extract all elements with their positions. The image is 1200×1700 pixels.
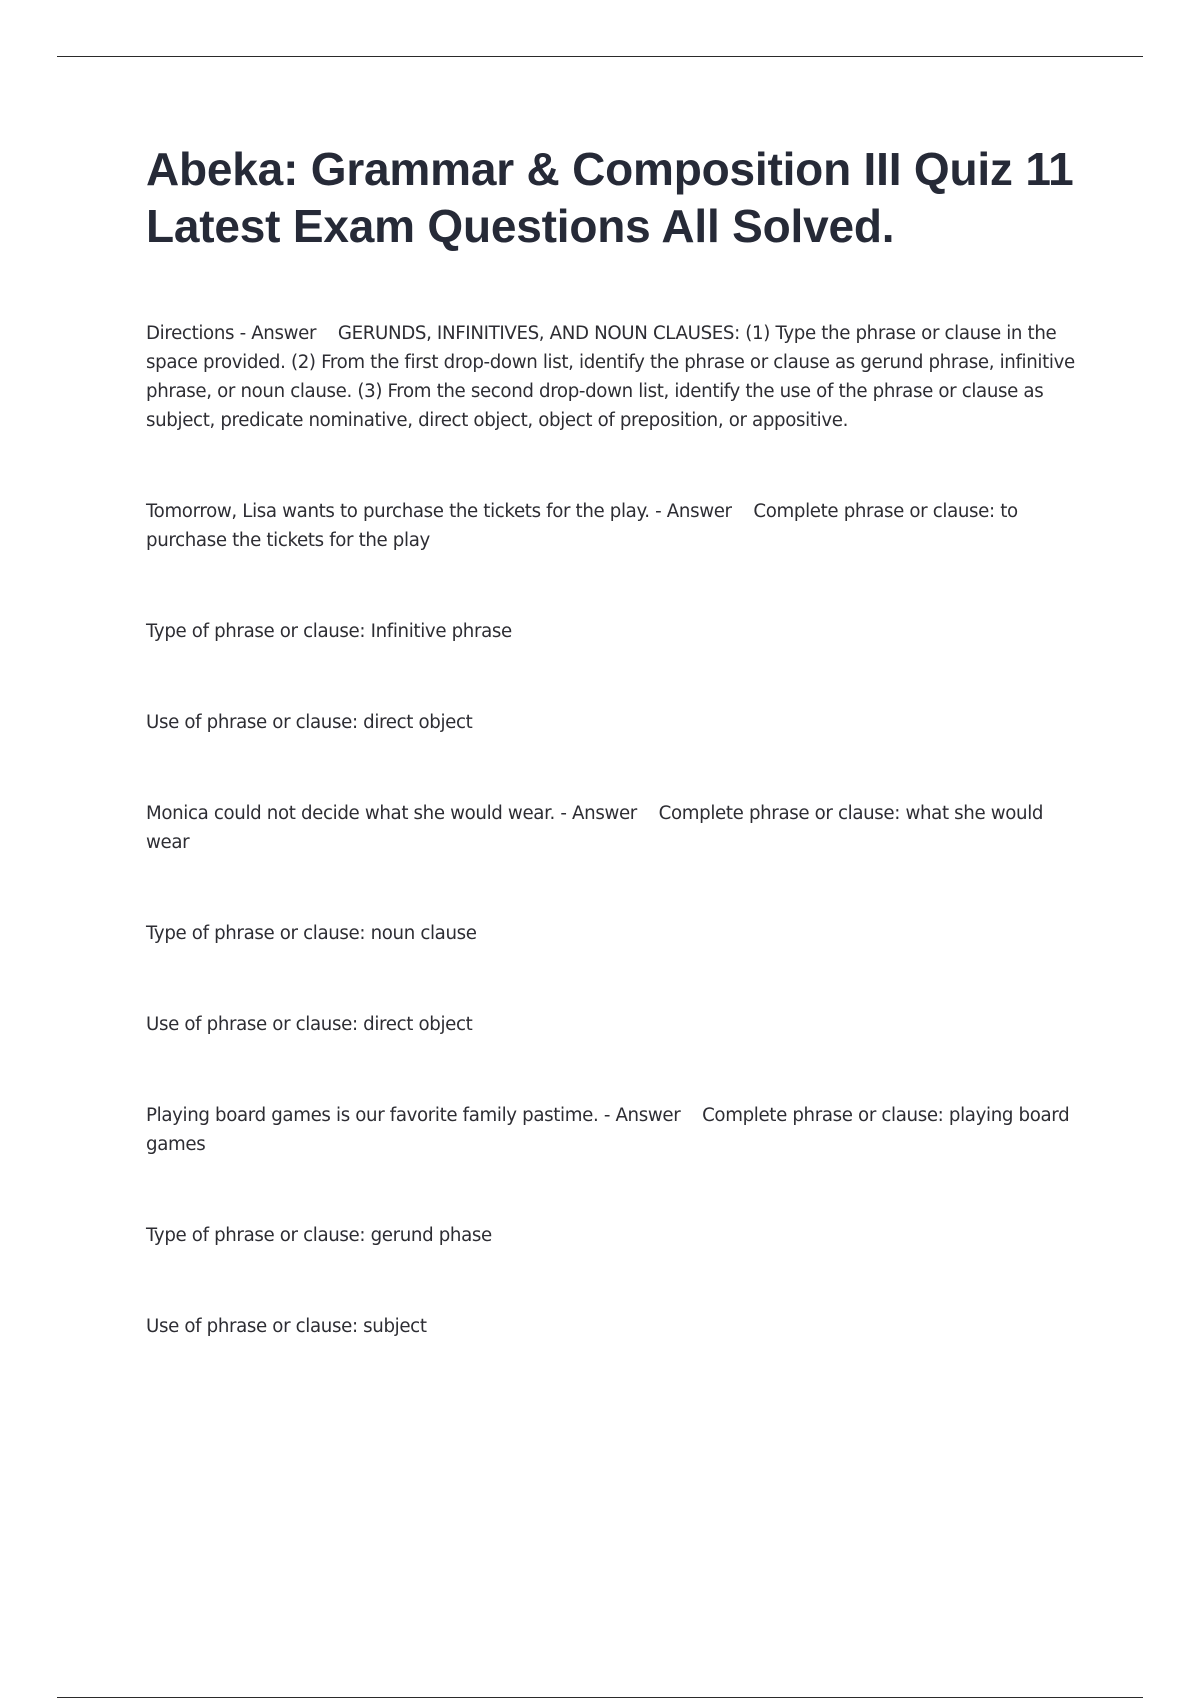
use-line: Use of phrase or clause: subject (146, 1316, 427, 1337)
answer-separator: - Answer (234, 323, 338, 344)
bottom-rule (57, 1697, 1143, 1698)
qa-entry-3 (146, 1101, 1086, 1159)
top-rule (57, 56, 1143, 57)
answer-text: Complete phrase or clause: what she would wear (146, 803, 1044, 853)
question-text: Directions (146, 323, 235, 344)
answer-separator: - Answer (554, 803, 659, 824)
question-text: Monica could not decide what she would wear. (146, 803, 555, 824)
type-line: Type of phrase or clause: Infinitive phrase (146, 621, 512, 642)
qa-entry-2 (146, 799, 1086, 857)
type-line: Type of phrase or clause: gerund phase (146, 1225, 492, 1246)
use-line: Use of phrase or clause: direct object (146, 712, 473, 733)
type-line: Type of phrase or clause: noun clause (146, 923, 477, 944)
qa-list (146, 319, 1086, 1341)
document-title: Abeka: Grammar & Composition III Quiz 11 Latest Exam Questions All Solved. (146, 143, 1074, 252)
answer-text: Complete phrase or clause: to purchase the tickets for the play (146, 501, 1018, 551)
answer-separator: - Answer (598, 1105, 703, 1126)
question-text: Tomorrow, Lisa wants to purchase the tickets for the play. (146, 501, 650, 522)
question-text: Playing board games is our favorite family pastime. (146, 1105, 599, 1126)
use-line: Use of phrase or clause: direct object (146, 1014, 473, 1035)
document-body (146, 141, 1086, 1341)
answer-separator: - Answer (649, 501, 754, 522)
qa-entry-1 (146, 497, 1086, 555)
qa-entry-directions (146, 319, 1086, 435)
answer-text: GERUNDS, INFINITIVES, AND NOUN CLAUSES: (1) Type the phrase or clause in the space provided. (2) From the first drop-down list, identify the phrase or clause as gerund phrase, infinitive phrase, or noun clause. (3) From the second drop-down list, identify the use of the phrase or clause as subject, predicate nominative, direct object, object of preposition, or appositive. (146, 323, 1075, 431)
answer-text: Complete phrase or clause: playing board games (146, 1105, 1070, 1155)
